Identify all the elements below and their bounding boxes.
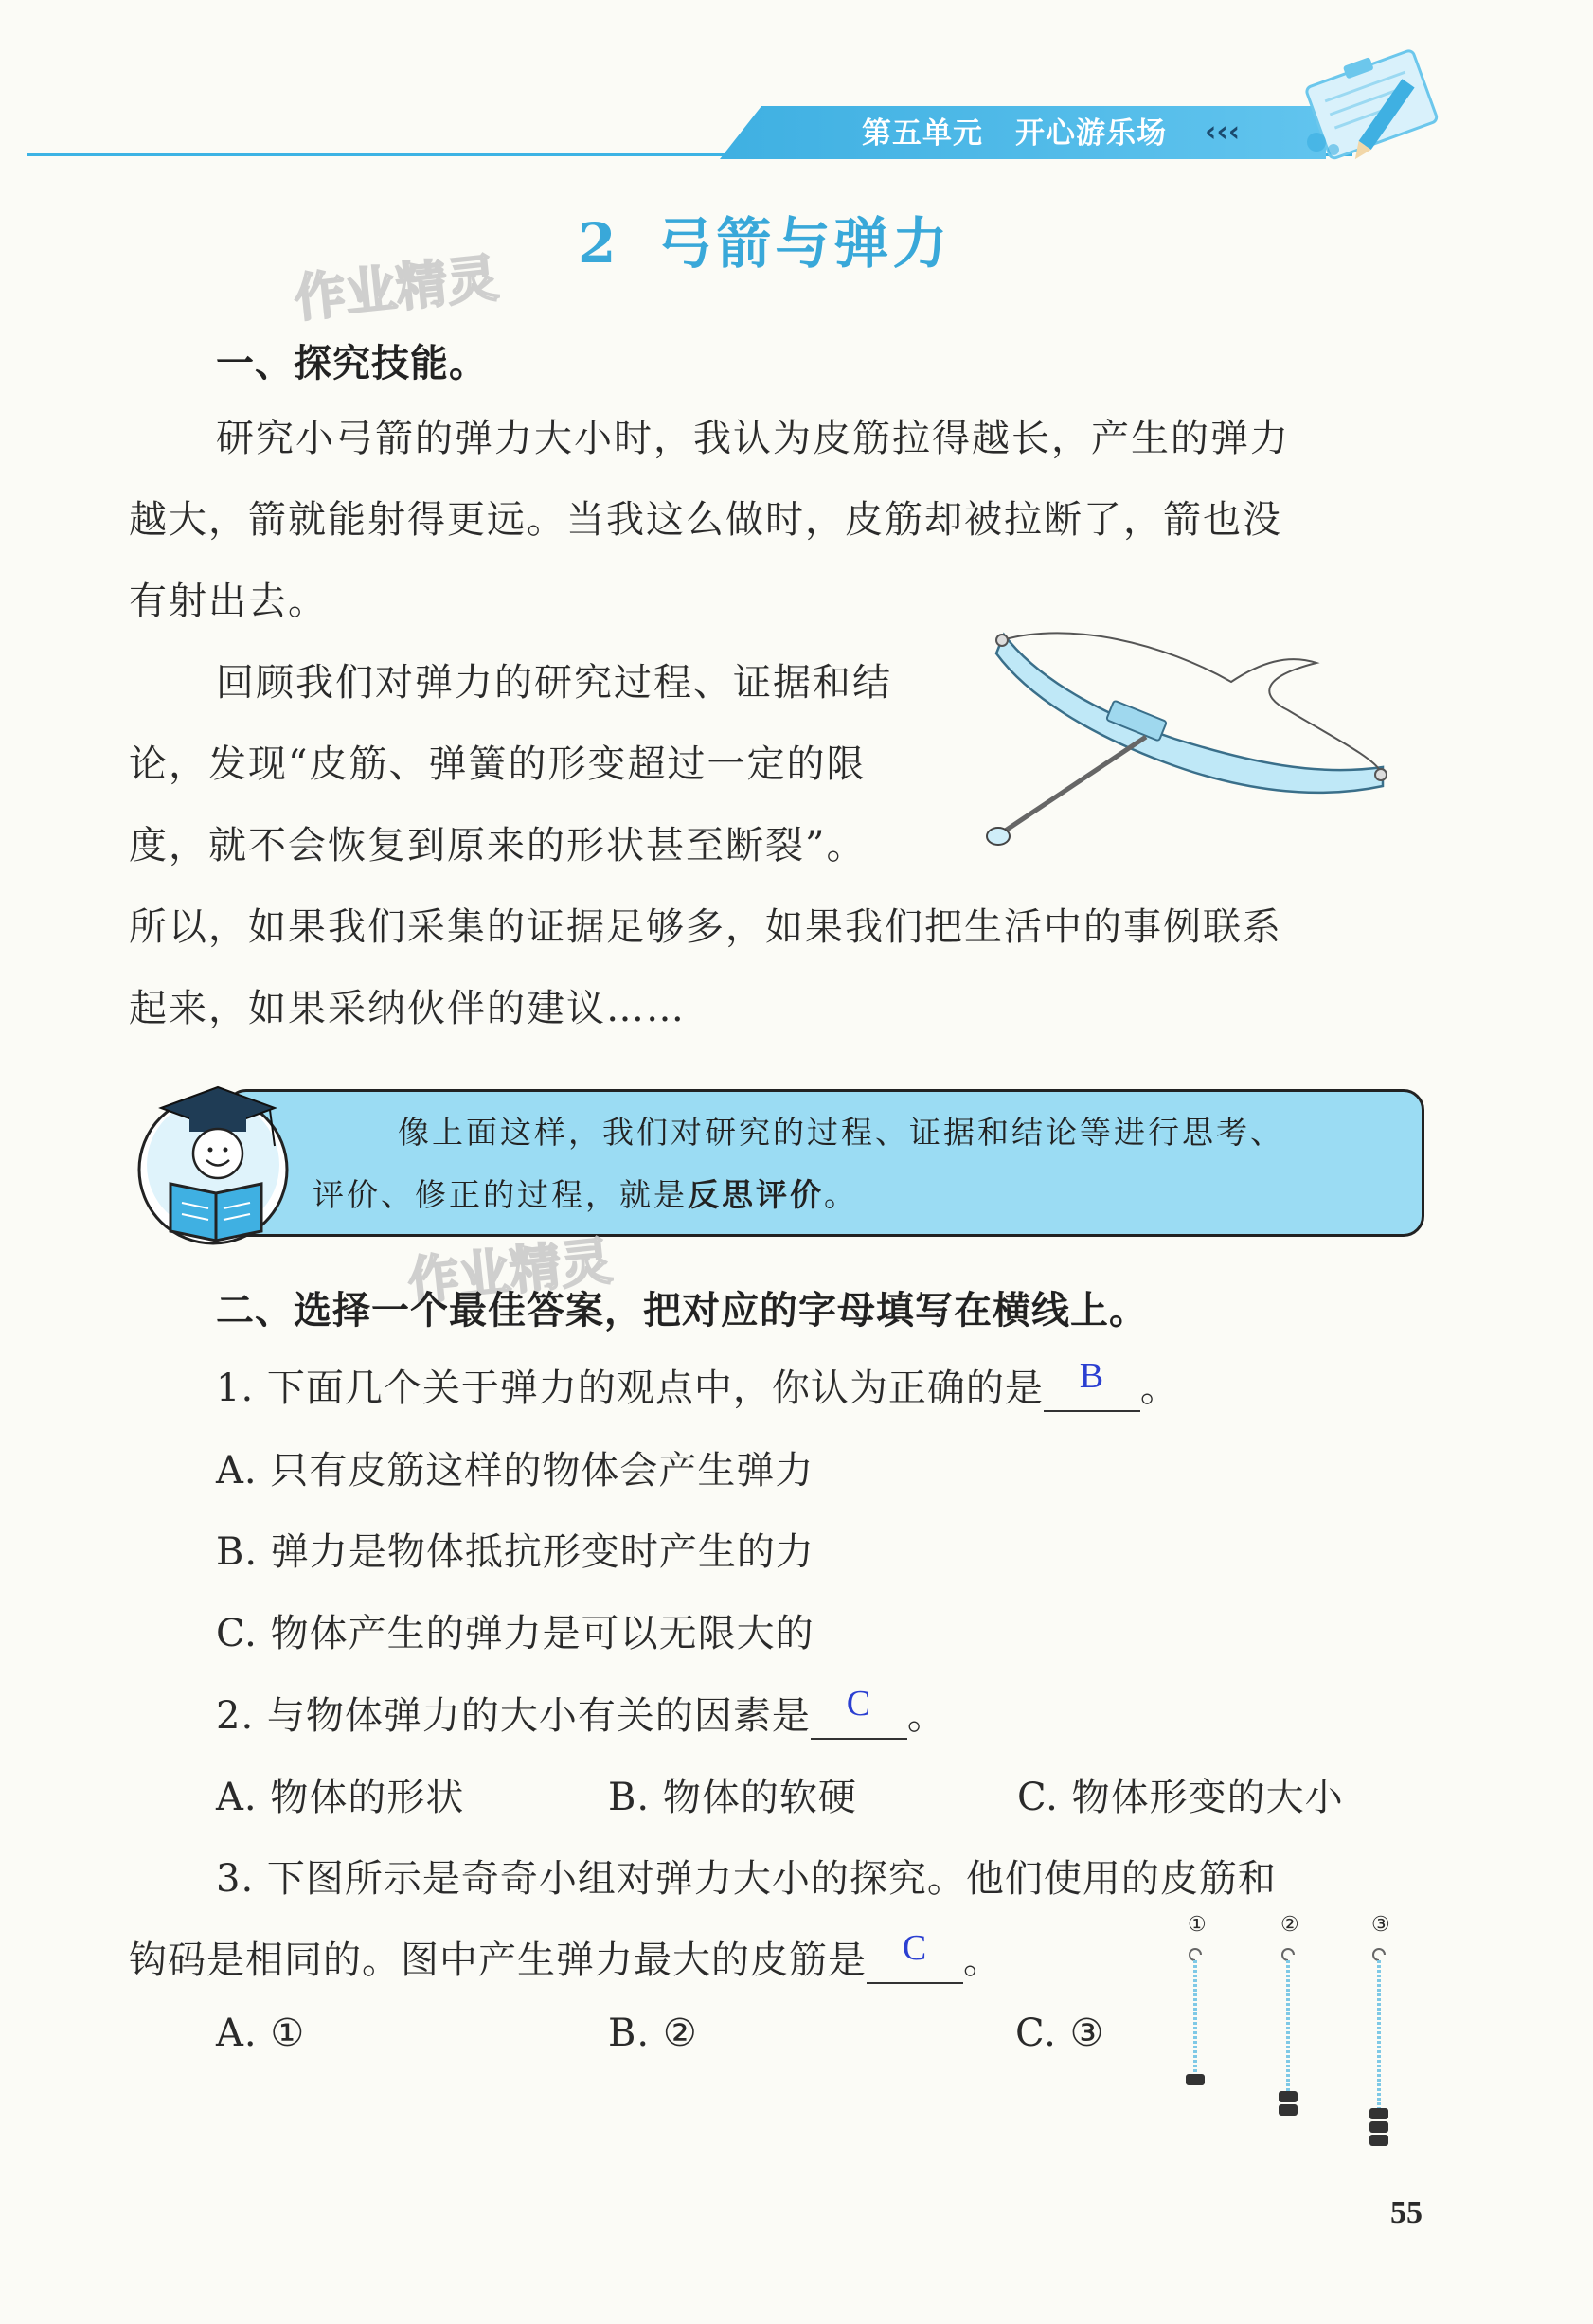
tip-line-2-suffix: 。 [824, 1176, 858, 1213]
q3-option-b: B. ② [608, 2011, 698, 2055]
part1-line-8: 起来，如果采纳伙伴的建议…… [129, 987, 686, 1030]
q2-option-a: A. 物体的形状 [216, 1776, 465, 1819]
q1-option-a: A. 只有皮筋这样的物体会产生弹力 [216, 1449, 814, 1493]
question-1 [216, 1358, 1179, 1412]
hook-weight [1369, 2135, 1388, 2146]
q1-stem: 1. 下面几个关于弹力的观点中，你认为正确的是 [216, 1367, 1044, 1410]
tip-keyword: 反思评价 [688, 1176, 824, 1213]
q3-stem-line-1: 3. 下图所示是奇奇小组对弹力大小的探究。他们使用的皮筋和 [216, 1857, 1277, 1901]
hook-weight [1369, 2121, 1388, 2133]
question-2 [216, 1686, 946, 1740]
q2-answer-blank[interactable] [811, 1684, 907, 1740]
graduate-reading-icon [133, 1070, 294, 1250]
rubber-band-2 [1279, 1949, 1298, 2116]
clipboard-pencil-icon [1279, 38, 1468, 180]
title-text: 弓箭与弹力 [657, 211, 952, 276]
rubber-band-figure [1165, 1904, 1411, 2150]
q1-answer: B [1079, 1356, 1105, 1396]
part1-line-3: 有射出去。 [129, 580, 328, 623]
q3-stem-line-2: 钩码是相同的。图中产生弹力最大的皮筋是 [129, 1939, 867, 1982]
header-section: 开心游乐场 [1015, 116, 1167, 151]
q3-answer-blank[interactable] [867, 1928, 963, 1984]
title-number: 2 [578, 211, 620, 276]
watermark-middle: 作业精灵 [404, 1230, 616, 1313]
part1-line-5: 论，发现“皮筋、弹簧的形变超过一定的限 [129, 742, 867, 786]
q2-answer: C [846, 1684, 872, 1724]
tip-line-2-prefix: 评价、修正的过程，就是 [313, 1176, 688, 1213]
band-label-3: ③ [1371, 1913, 1390, 1937]
question-3 [129, 1930, 1002, 1984]
part1-line-2: 越大，箭就能射得更远。当我这么做时，皮筋却被拉断了，箭也没 [129, 498, 1282, 542]
tip-line-1: 像上面这样，我们对研究的过程、证据和结论等进行思考、 [398, 1114, 1284, 1151]
q3-answer: C [902, 1928, 928, 1968]
page-title [578, 199, 951, 278]
q3-option-a: A. ① [216, 2011, 306, 2055]
part2-heading: 二、选择一个最佳答案，把对应的字母填写在横线上。 [216, 1289, 1148, 1332]
q1-answer-blank[interactable] [1044, 1356, 1140, 1412]
q2-option-b: B. 物体的软硬 [608, 1776, 857, 1819]
watermark-top: 作业精灵 [291, 247, 502, 330]
part1-line-4: 回顾我们对弹力的研究过程、证据和结 [216, 661, 892, 705]
q3-end: 。 [963, 1939, 1002, 1982]
q1-option-b: B. 弹力是物体抵抗形变时产生的力 [216, 1530, 814, 1574]
hook-weight [1279, 2104, 1298, 2116]
q2-stem: 2. 与物体弹力的大小有关的因素是 [216, 1694, 811, 1738]
band-label-1: ① [1188, 1913, 1207, 1937]
part1-line-1: 研究小弓箭的弹力大小时，我认为皮筋拉得越长，产生的弹力 [216, 417, 1290, 460]
part1-line-7: 所以，如果我们采集的证据足够多，如果我们把生活中的事例联系 [129, 905, 1282, 949]
hook-weight [1279, 2091, 1298, 2102]
hook-weight [1369, 2108, 1388, 2119]
tip-line-2 [313, 1171, 858, 1215]
q2-end: 。 [906, 1694, 946, 1738]
header-text [862, 112, 1167, 155]
hook-weight [1186, 2074, 1205, 2085]
rubber-band-3 [1369, 1949, 1388, 2146]
rubber-band-1 [1186, 1949, 1205, 2085]
q3-option-c: C. ③ [1015, 2011, 1105, 2055]
header-unit: 第五单元 [862, 116, 983, 151]
part1-line-6: 度，就不会恢复到原来的形状甚至断裂”。 [129, 824, 867, 867]
part1-heading: 一、探究技能。 [216, 342, 488, 385]
bow-arrow-illustration [975, 606, 1411, 871]
band-label-2: ② [1280, 1913, 1299, 1937]
page-number: 55 [1390, 2195, 1423, 2230]
q1-option-c: C. 物体产生的弹力是可以无限大的 [216, 1612, 814, 1655]
band-drawing [1165, 1904, 1411, 2150]
q1-end: 。 [1139, 1367, 1179, 1410]
q2-option-c: C. 物体形变的大小 [1017, 1776, 1344, 1819]
header-chevrons: ‹‹‹ [1205, 116, 1241, 149]
